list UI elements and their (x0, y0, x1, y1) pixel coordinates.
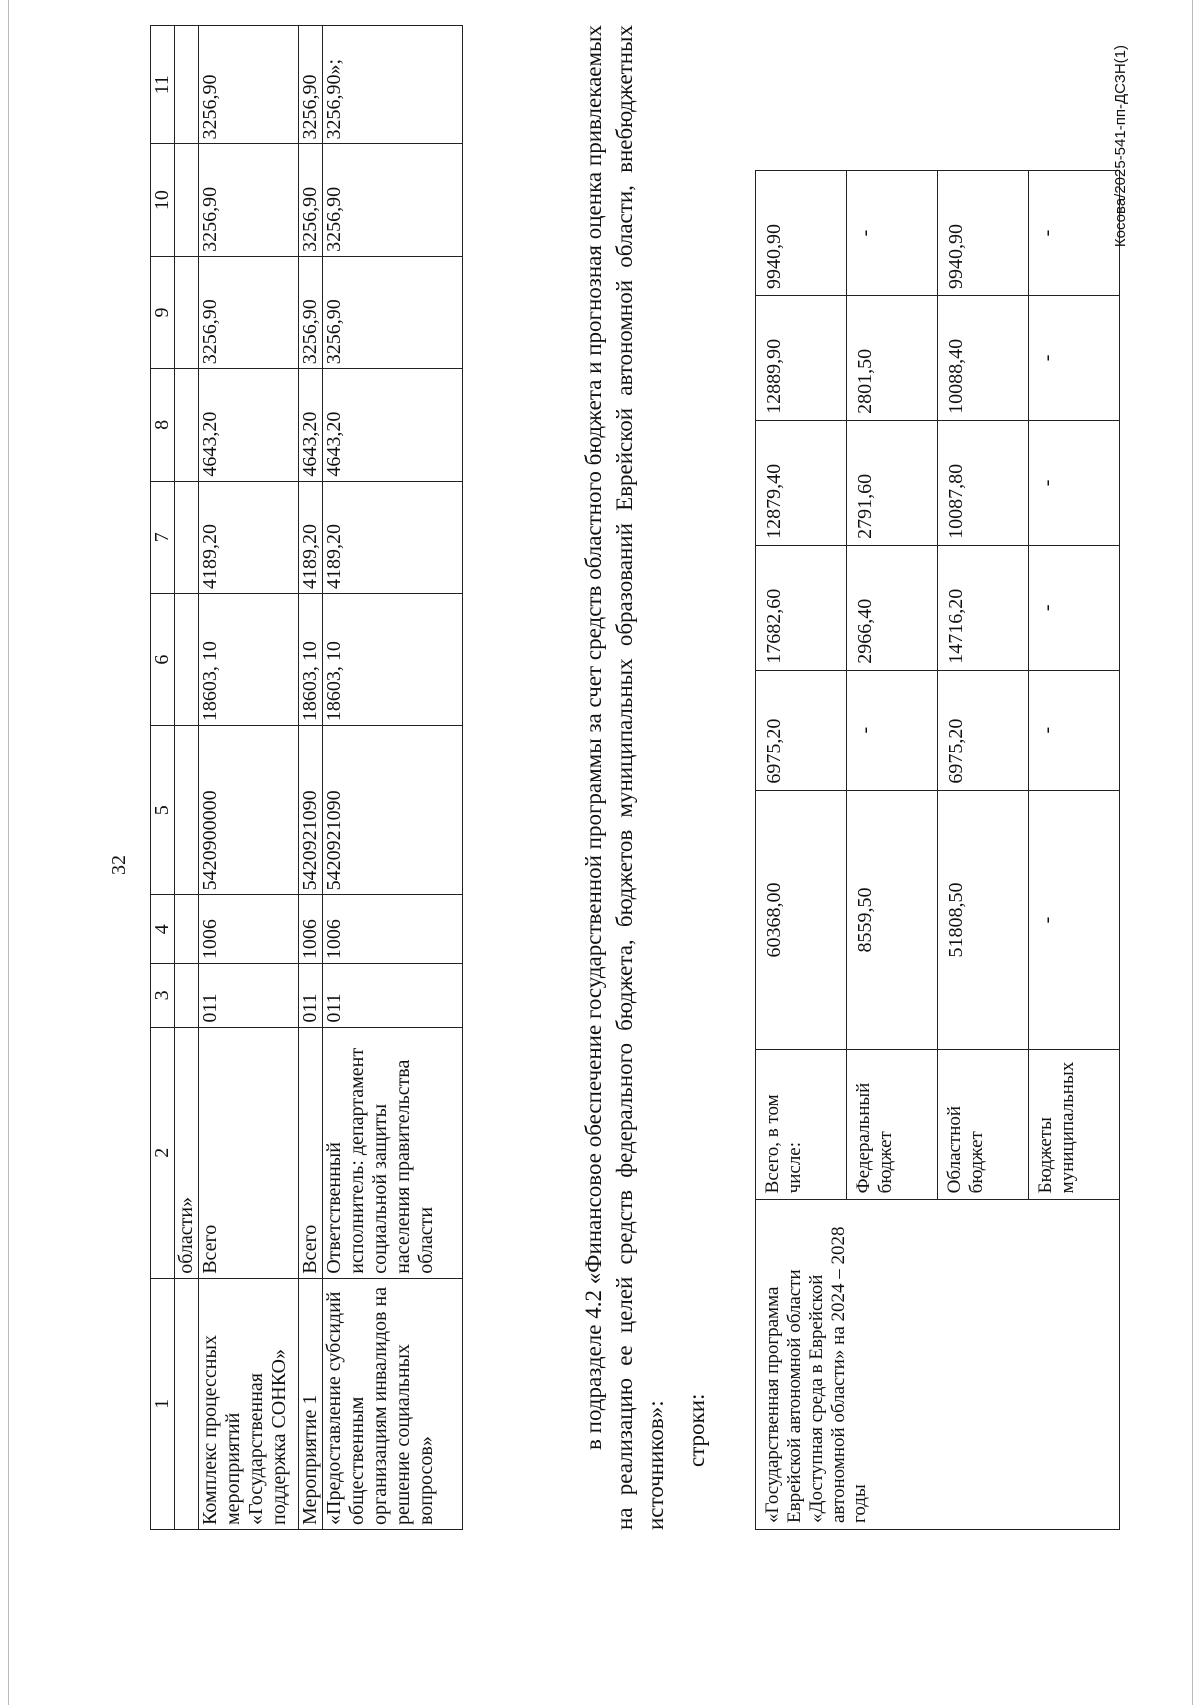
table-row (756, 171, 847, 1530)
table-cell: 3256,90 (323, 144, 463, 256)
table-row (323, 26, 463, 1530)
table-cell: 4189,20 (299, 481, 323, 593)
table-cell (175, 895, 199, 964)
table-cell: - (1029, 420, 1120, 545)
document-code-footer: Косова/2025-541-пп-ДСЗН(1) (1112, 45, 1129, 248)
table-cell: Всего (199, 1027, 299, 1278)
table-cell: 3256,90 (299, 144, 323, 256)
table-header-row (151, 26, 175, 1530)
table-cell: 17682,60 (756, 545, 847, 670)
table-cell: 3256,90 (299, 26, 323, 144)
rows-label: строки: (684, 1393, 709, 1467)
table-cell: 1006 (299, 895, 323, 964)
header-cell: 10 (151, 144, 175, 256)
table-cell: 4643,20 (299, 369, 323, 481)
table-cell: 2966,40 (847, 545, 938, 670)
table-cell: 10087,80 (938, 420, 1029, 545)
table-cell (175, 369, 199, 481)
table-row (199, 26, 299, 1530)
header-cell: 9 (151, 256, 175, 368)
table-cell: 2801,50 (847, 295, 938, 420)
table-cell: 12889,90 (756, 295, 847, 420)
table-cell: 011 (299, 964, 323, 1027)
table-row (175, 26, 199, 1530)
paragraph-text: в подразделе 4.2 «Финансовое обеспечение государственной программы за счет средств областного бюджета и прогнозная оценка привлекаемых на реализацию ее целей средств федерального бюджета, бюджетов муниципальных образований Еврейской автономной области, внебюджетных источников»: (581, 25, 668, 1530)
table-cell: 3256,90 (199, 26, 299, 144)
header-cell: 3 (151, 964, 175, 1027)
table-cell: 011 (199, 964, 299, 1027)
table-cell: 4189,20 (199, 481, 299, 593)
header-cell: 7 (151, 481, 175, 593)
program-table (150, 25, 463, 1530)
table-cell: «Предоставление субсидий общественным организациям инвалидов на решение социальных вопросов» (323, 1278, 463, 1529)
table-cell: 60368,00 (756, 790, 847, 1050)
header-cell: 1 (151, 1278, 175, 1529)
table-cell (175, 1278, 199, 1529)
table-cell: 3256,90 (199, 256, 299, 368)
table-cell: - (1029, 295, 1120, 420)
table-row (299, 26, 323, 1530)
header-cell: 2 (151, 1027, 175, 1278)
budget-label-cell: Областной бюджет (938, 1050, 1029, 1200)
header-cell: 4 (151, 895, 175, 964)
budget-label-cell: Бюджеты муниципальных (1029, 1050, 1120, 1200)
table-cell: 6975,20 (938, 670, 1029, 790)
table-cell (175, 256, 199, 368)
table-cell: 5420921090 (299, 726, 323, 895)
page-edge-line (8, 0, 9, 1705)
table-cell: 3256,90 (323, 256, 463, 368)
table-cell: 4643,20 (199, 369, 299, 481)
table-cell: 14716,20 (938, 545, 1029, 670)
table-cell: Мероприятие 1 (299, 1278, 323, 1529)
table-cell: - (1029, 790, 1120, 1050)
page-number: 32 (108, 855, 130, 875)
table-cell: 5420921090 (323, 726, 463, 895)
table-cell: 1006 (323, 895, 463, 964)
budget-label-cell: Всего, в том числе: (756, 1050, 847, 1200)
table-cell: 18603, 10 (323, 593, 463, 725)
table-cell: 3256,90»; (323, 26, 463, 144)
table-cell (175, 144, 199, 256)
budget-label-cell: Федеральный бюджет (847, 1050, 938, 1200)
table-cell: 3256,90 (199, 144, 299, 256)
header-cell: 8 (151, 369, 175, 481)
header-cell: 6 (151, 593, 175, 725)
header-cell: 5 (151, 726, 175, 895)
table-cell: 9940,90 (938, 171, 1029, 296)
table-cell: 8559,50 (847, 790, 938, 1050)
table-cell: 011 (323, 964, 463, 1027)
table-cell: 18603, 10 (199, 593, 299, 725)
table-cell: 2791,60 (847, 420, 938, 545)
table-cell: - (1029, 545, 1120, 670)
table-cell (175, 964, 199, 1027)
table-cell: 18603, 10 (299, 593, 323, 725)
table-cell: 51808,50 (938, 790, 1029, 1050)
table-cell (175, 726, 199, 895)
table-cell: 4189,20 (323, 481, 463, 593)
table-cell (175, 26, 199, 144)
table-cell: 3256,90 (299, 256, 323, 368)
header-cell: 11 (151, 26, 175, 144)
table-cell: - (847, 171, 938, 296)
table-cell: 5420900000 (199, 726, 299, 895)
table-cell: области» (175, 1027, 199, 1278)
table-cell: 1006 (199, 895, 299, 964)
table-cell: Ответственный исполнитель: департамент социальной защиты населения правительства области (323, 1027, 463, 1278)
table-cell (175, 481, 199, 593)
table-cell: Комплекс процессных мероприятий «Государственная поддержка СОНКО» (199, 1278, 299, 1529)
page-edge-line (1192, 0, 1193, 1705)
table-cell: Всего (299, 1027, 323, 1278)
financing-table (755, 170, 1120, 1530)
table-cell: 4643,20 (323, 369, 463, 481)
amendment-paragraph (578, 25, 671, 1530)
table-cell (175, 593, 199, 725)
program-name-cell: «Государственная программа Еврейской автономной области «Доступная среда в Еврейской автономной области» на 2024 – 2028 годы (756, 1200, 1120, 1530)
table-cell: 12879,40 (756, 420, 847, 545)
table-cell: 10088,40 (938, 295, 1029, 420)
table-cell: 6975,20 (756, 670, 847, 790)
table-cell: 9940,90 (756, 171, 847, 296)
table-cell: - (847, 670, 938, 790)
table-cell: - (1029, 670, 1120, 790)
table-cell: - (1029, 171, 1120, 296)
